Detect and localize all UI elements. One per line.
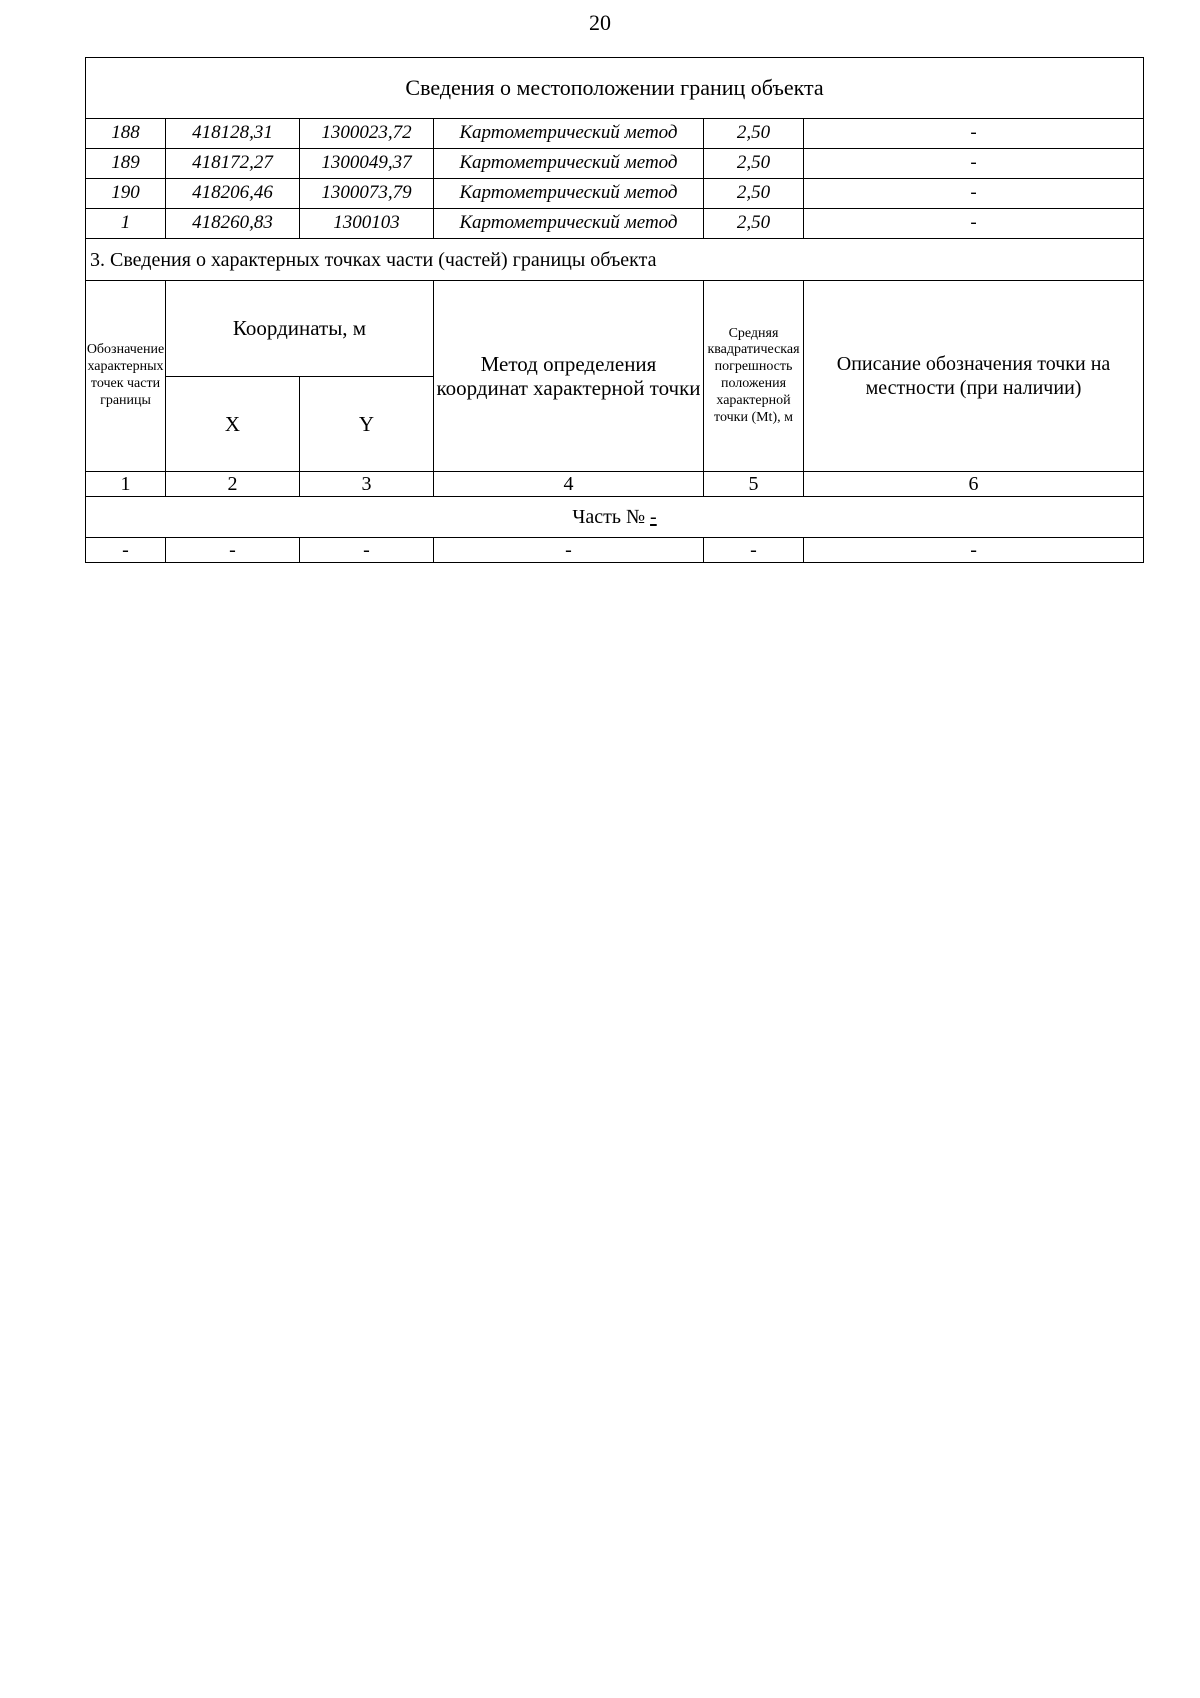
column-number: 4 [434,472,704,497]
part-row [86,497,1144,538]
section-heading-row [86,239,1144,281]
description: - [804,209,1144,239]
mt-value: 2,50 [704,149,804,179]
method: Картометрический метод [434,209,704,239]
table-row [86,209,1144,239]
coord-x: 418260,83 [166,209,300,239]
point-number: 188 [86,119,166,149]
part-value: - [650,506,657,528]
header-designation: Обозначение характерных точек части границы [86,281,166,472]
column-number-row [86,472,1144,497]
method: Картометрический метод [434,149,704,179]
header-row-top [86,281,1144,377]
point-number: 190 [86,179,166,209]
mt-value: 2,50 [704,209,804,239]
empty-cell: - [166,538,300,563]
empty-cell: - [86,538,166,563]
point-number: 1 [86,209,166,239]
description: - [804,179,1144,209]
coord-y: 1300049,37 [300,149,434,179]
empty-cell: - [804,538,1144,563]
part-label: Часть № [572,506,646,528]
header-mt: Средняя квадратическая погрешность положения характерной точки (Mt), м [704,281,804,472]
boundary-table [85,57,1144,563]
method: Картометрический метод [434,119,704,149]
point-number: 189 [86,149,166,179]
mt-value: 2,50 [704,119,804,149]
description: - [804,149,1144,179]
section-heading: 3. Сведения о характерных точках части (частей) границы объекта [86,239,1144,281]
header-y: Y [300,376,434,472]
part-cell [86,497,1144,538]
header-x: X [166,376,300,472]
column-number: 6 [804,472,1144,497]
description: - [804,119,1144,149]
header-coords: Координаты, м [166,281,434,377]
mt-value: 2,50 [704,179,804,209]
coord-x: 418206,46 [166,179,300,209]
header-description: Описание обозначения точки на местности (при наличии) [804,281,1144,472]
table-row [86,149,1144,179]
coord-y: 1300073,79 [300,179,434,209]
empty-cell: - [300,538,434,563]
table-row [86,538,1144,563]
empty-cell: - [704,538,804,563]
column-number: 1 [86,472,166,497]
column-number: 5 [704,472,804,497]
empty-cell: - [434,538,704,563]
header-method: Метод определения координат характерной точки [434,281,704,472]
method: Картометрический метод [434,179,704,209]
table-row [86,119,1144,149]
table-title-row [86,58,1144,119]
coord-x: 418128,31 [166,119,300,149]
coord-y: 1300103 [300,209,434,239]
table-row [86,179,1144,209]
column-number: 2 [166,472,300,497]
column-number: 3 [300,472,434,497]
table-title: Сведения о местоположении границ объекта [86,58,1144,119]
coord-x: 418172,27 [166,149,300,179]
coord-y: 1300023,72 [300,119,434,149]
page-number: 20 [589,10,611,35]
